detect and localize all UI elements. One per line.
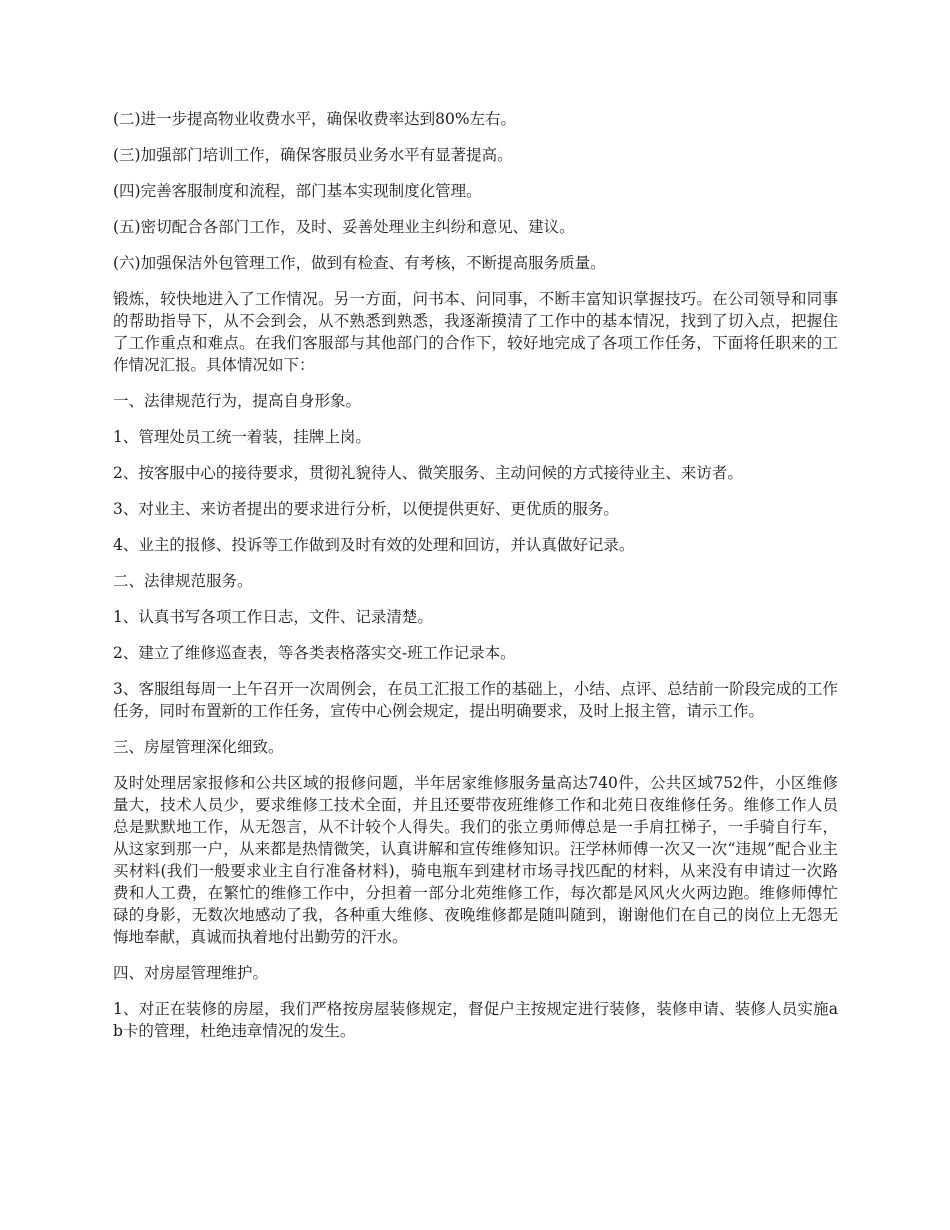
- section-2-item-1: 1、认真书写各项工作日志，文件、记录清楚。: [113, 608, 433, 626]
- goal-item-6: (六)加强保洁外包管理工作，做到有检查、有考核，不断提高服务质量。: [113, 254, 606, 272]
- section-1-item-2: 2、按客服中心的接待要求，贯彻礼貌待人、微笑服务、主动问候的方式接待业主、来访者。: [113, 464, 743, 482]
- section-1-item-4: 4、业主的报修、投诉等工作做到及时有效的处理和回访，并认真做好记录。: [113, 536, 635, 554]
- section-heading-1: 一、法律规范行为，提高自身形象。: [113, 392, 362, 410]
- section-heading-4: 四、对房屋管理维护。: [113, 964, 269, 982]
- goal-item-5: (五)密切配合各部门工作，及时、妥善处理业主纠纷和意见、建议。: [113, 218, 575, 236]
- intro-paragraph: 锻炼，较快地进入了工作情况。另一方面，问书本、问同事，不断丰富知识掌握技巧。在公司领导和同事的帮助指导下，从不会到会，从不熟悉到熟悉，我逐渐摸清了工作中的基本情况，找到了切入点，把握住了工作重点和难点。在我们客服部与其他部门的合作下，较好地完成了各项工作任务，下面将任职来的工作情况汇报。具体情况如下：: [113, 290, 838, 374]
- section-3-paragraph: 及时处理居家报修和公共区域的报修问题，半年居家维修服务量高达740件，公共区域752件，小区维修量大，技术人员少，要求维修工技术全面，并且还要带夜班维修工作和北苑日夜维修任务。维修工作人员总是默默地工作，从无怨言，从不计较个人得失。我们的张立勇师傅总是一手肩扛梯子，一手骑自行车，从这家到那一户，从来都是热情微笑，认真讲解和宣传维修知识。汪学林师傅一次又一次“违规”配合业主买材料(我们一般要求业主自行准备材料)，骑电瓶车到建材市场寻找匹配的材料，从来没有申请过一次路费和人工费，在繁忙的维修工作中，分担着一部分北苑维修工作，每次都是风风火火两边跑。维修师傅忙碌的身影，无数次地感动了我，各种重大维修、夜晚维修都是随叫随到，谢谢他们在自己的岗位上无怨无悔地奉献，真诚而执着地付出勤劳的汗水。: [113, 774, 838, 946]
- section-4-item-1: 1、对正在装修的房屋，我们严格按房屋装修规定，督促户主按规定进行装修，装修申请、装修人员实施ab卡的管理，杜绝违章情况的发生。: [113, 1000, 838, 1040]
- section-1-item-3: 3、对业主、来访者提出的要求进行分析，以便提供更好、更优质的服务。: [113, 500, 619, 518]
- goal-item-2: (二)进一步提高物业收费水平，确保收费率达到80%左右。: [113, 110, 517, 128]
- section-heading-3: 三、房屋管理深化细致。: [113, 738, 284, 756]
- goal-item-3: (三)加强部门培训工作，确保客服员业务水平有显著提高。: [113, 146, 513, 164]
- section-2-item-3: 3、客服组每周一上午召开一次周例会，在员工汇报工作的基础上，小结、点评、总结前一阶段完成的工作任务，同时布置新的工作任务，宣传中心例会规定，提出明确要求，及时上报主管，请示工作。: [113, 680, 838, 720]
- section-2-item-2: 2、建立了维修巡查表，等各类表格落实交-班工作记录本。: [113, 644, 516, 662]
- goal-item-4: (四)完善客服制度和流程，部门基本实现制度化管理。: [113, 182, 482, 200]
- section-1-item-1: 1、管理处员工统一着装，挂牌上岗。: [113, 428, 371, 446]
- document-body: [113, 108, 838, 1056]
- section-heading-2: 二、法律规范服务。: [113, 572, 253, 590]
